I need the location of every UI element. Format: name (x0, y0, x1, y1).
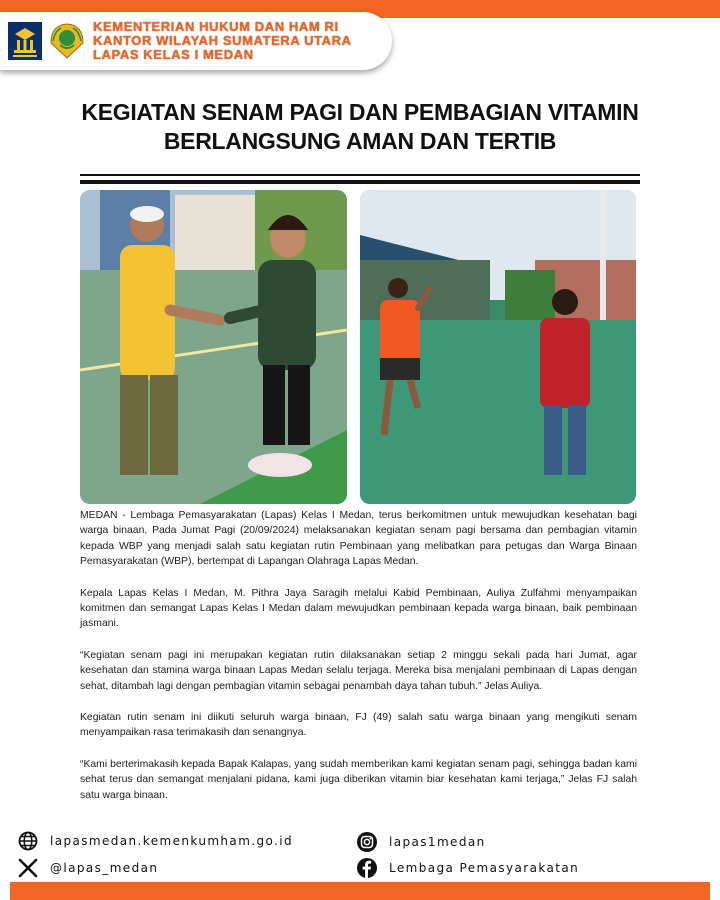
header-ministry: KEMENTERIAN HUKUM DAN HAM RI (93, 19, 339, 34)
globe-icon (18, 831, 38, 851)
footer-x-text: @lapas_medan (50, 861, 159, 875)
footer-instagram-link[interactable] (357, 832, 486, 852)
article-paragraph: “Kami berterimakasih kepada Bapak Kalapas, yang sudah memberikan kami kegiatan senam pagi, sehingga badan kami sehat terus dan semangat menjalani pidana, kami juga diberikan vitamin biar kesehatan kami terjaga,” Jelas FJ salah satu warga binaan. (80, 758, 637, 801)
x-logo-icon (18, 858, 38, 878)
header-regional-office: KANTOR WILAYAH SUMATERA UTARA (93, 33, 352, 48)
header-institution: LAPAS KELAS I MEDAN (93, 47, 254, 62)
footer-instagram-text: lapas1medan (389, 835, 486, 849)
article-body (80, 508, 637, 819)
footer-website-link[interactable] (18, 831, 293, 851)
article-title-line-1: KEGIATAN SENAM PAGI DAN PEMBAGIAN VITAMIN (81, 99, 639, 125)
article-paragraph: MEDAN - Lembaga Pemasyarakatan (Lapas) Kelas I Medan, terus berkomitmen untuk mewujudkan kesehatan bagi warga binaan, Pada Jumat Pagi (20/09/2024) melaksanakan kegiatan senam pagi bersama dan pembagian vitamin kepada WBP yang menjadi salah satu kegiatan rutin Pembinaan yang melibatkan para petugas dan Warga Binaan Pemasyarakatan (WBP), bertempat di Lapangan Olahraga Lapas Medan. (80, 510, 637, 568)
title-divider-thin (80, 174, 640, 176)
lapas-emblem-icon (47, 21, 87, 61)
photo-vitamin-distribution (80, 190, 347, 504)
article-title (60, 98, 660, 156)
title-divider-thick (80, 180, 640, 184)
footer-x-link[interactable] (18, 858, 158, 878)
article-paragraph: “Kegiatan senam pagi ini merupakan kegiatan rutin dilaksanakan setiap 2 minggu sekali pada hari Jumat, agar kesehatan dan stamina warga binaan Lapas Medan selalu terjaga. Mereka bisa menjalani pembinaan di Lapas dengan sehat, ditambah lagi dengan pembagian vitamin sebagai penambah daya tahan tubuh.” Jelas Auliya. (80, 649, 637, 692)
footer-facebook-link[interactable] (357, 858, 579, 878)
facebook-icon (357, 858, 377, 878)
kemenkumham-emblem-icon (8, 22, 42, 60)
footer-website-text: lapasmedan.kemenkumham.go.id (50, 834, 294, 848)
header-text (93, 20, 388, 62)
instagram-icon (357, 832, 377, 852)
bottom-accent-bar (10, 882, 710, 900)
article-title-line-2: BERLANGSUNG AMAN DAN TERTIB (163, 128, 557, 154)
article-paragraph: Kegiatan rutin senam ini diikuti seluruh warga binaan, FJ (49) salah satu warga binaan yang mengikuti senam menyampaikan rasa terimakasih dan senangnya. (80, 712, 637, 739)
article-paragraph: Kepala Lapas Kelas I Medan, M. Pithra Jaya Saragih melalui Kabid Pembinaan, Auliya Zulfahmi menyampaikan komitmen dan semangat Lapas Kelas I Medan dalam mewujudkan pembinaan kepada warga binaan, baik pembinaan jasmani. (80, 587, 637, 630)
photo-morning-exercise (360, 190, 636, 504)
footer-facebook-text: Lembaga Pemasyarakatan (389, 861, 580, 875)
